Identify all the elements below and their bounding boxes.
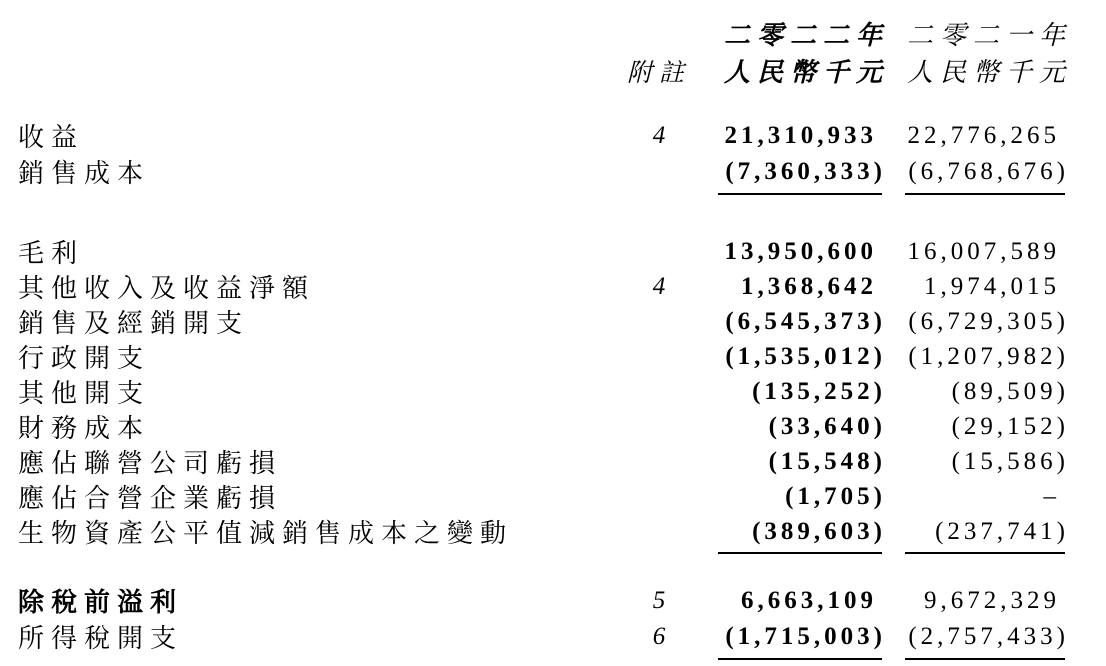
column-header-unit-2021: 人民幣千元 [906,58,1072,87]
value-2022: 13,950,600 [724,237,877,265]
value-2021: (2,757,433) [908,622,1069,650]
row-label: 財務成本 [18,414,151,443]
row-note: 4 [652,272,666,300]
value-2021: (89,509) [951,377,1069,405]
row-label: 生物資產公平值減銷售成本之變動 [18,519,514,548]
value-2021: (1,207,982) [908,342,1069,370]
value-2022: (1,715,003) [725,622,886,650]
spacer [18,89,1065,117]
value-2021: 9,672,329 [924,586,1060,614]
row-label: 所得稅開支 [18,624,184,653]
value-2021: (15,586) [951,447,1069,475]
column-header-notes: 附註 [626,59,691,87]
value-2022: (1,705) [785,482,886,510]
value-2022: (135,252) [752,377,886,405]
column-header-unit-2022: 人民幣千元 [723,58,889,87]
row-label: 應佔聯營公司虧損 [18,449,283,478]
underline-2022 [718,193,882,195]
value-2021: (29,152) [951,412,1069,440]
table-row-gross-profit [18,233,1065,268]
value-2022: (7,360,333) [725,157,886,185]
underline-2022 [718,658,882,660]
value-2021: – [1043,482,1060,510]
underline-2021 [905,658,1065,660]
row-label: 收益 [18,123,85,152]
header-unit-row [18,52,1072,89]
table-rule [18,189,1065,197]
table-row-other-expenses [18,373,1069,408]
spacer [18,556,1065,582]
value-2022: 6,663,109 [741,586,877,614]
column-header-year-2021: 二零二一年 [906,21,1072,50]
table-row-administrative-expenses [18,338,1069,373]
underline-2021 [905,552,1065,554]
value-2022: (1,535,012) [725,342,886,370]
table-row-finance-costs [18,408,1069,443]
row-label: 銷售成本 [18,159,151,188]
header-year-row [18,15,1072,52]
row-label: 除稅前溢利 [18,588,184,617]
row-note: 4 [652,121,666,149]
row-label: 其他開支 [18,379,151,408]
column-header-year-2022: 二零二二年 [723,21,889,50]
table-row-revenue [18,117,1065,153]
value-2022: (33,640) [768,412,886,440]
spacer [18,197,1065,233]
row-label: 毛利 [18,239,85,268]
underline-2021 [905,193,1065,195]
table-row-selling-distribution-expenses [18,303,1069,338]
row-note: 5 [652,586,666,614]
value-2021: (6,768,676) [908,157,1069,185]
row-note: 6 [652,622,666,650]
value-2022: (6,545,373) [725,307,886,335]
table-row-other-income [18,268,1065,303]
underline-2022 [718,552,882,554]
table-row-profit-before-tax [18,582,1065,618]
row-label: 其他收入及收益淨額 [18,274,316,303]
value-2022: (389,603) [752,517,886,545]
row-label: 應佔合營企業虧損 [18,484,283,513]
value-2021: 1,974,015 [924,272,1060,300]
row-label: 銷售及經銷開支 [18,309,250,338]
table-row-share-of-losses-associates [18,443,1069,478]
table-row-biological-assets-fair-value-change [18,513,1069,548]
table-rule [18,654,1065,662]
value-2021: 22,776,265 [907,121,1060,149]
value-2021: (237,741) [935,517,1069,545]
table-row-share-of-losses-joint-ventures [18,478,1065,513]
value-2022: 21,310,933 [724,121,877,149]
value-2022: 1,368,642 [741,272,877,300]
table-row-cost-of-sales [18,153,1069,189]
value-2022: (15,548) [768,447,886,475]
value-2021: 16,007,589 [907,237,1060,265]
table-row-income-tax-expense [18,618,1069,654]
row-label: 行政開支 [18,344,151,373]
value-2021: (6,729,305) [908,307,1069,335]
